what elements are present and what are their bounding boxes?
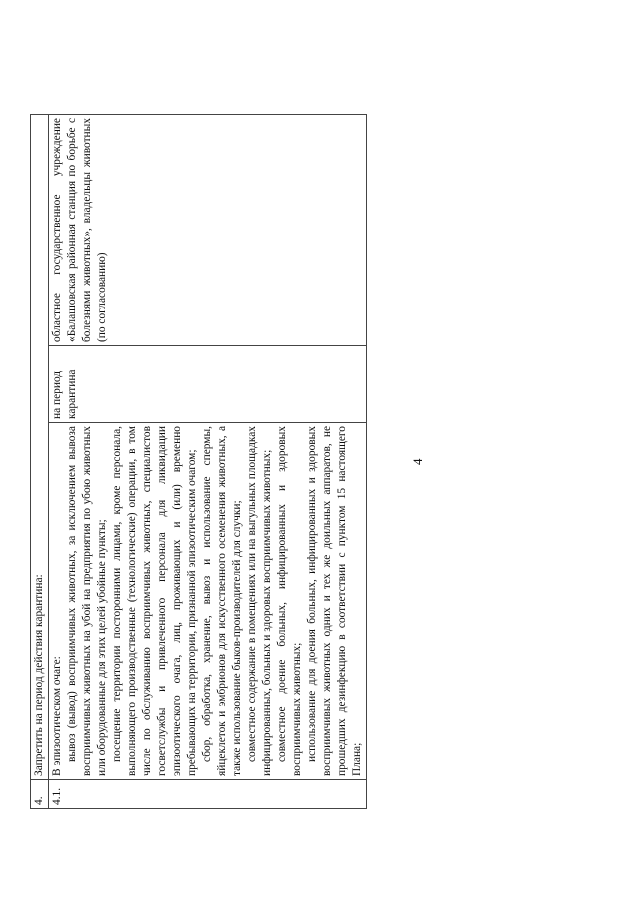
page-number: 4 (410, 458, 425, 465)
measure-cell (49, 423, 367, 780)
measure-item: совместное содержание в помещениях или на выгульных площадках инфицированных, больных и здоровых восприимчивых животных; (246, 426, 273, 776)
term-cell: на период карантина (49, 346, 367, 423)
measures-table (30, 114, 367, 809)
measure-item: использование для доения больных, инфицированных и здоровых восприимчивых животных одних и тех же доильных аппаратов, не прошедших дезинфекцию в соответствии с пунктом 15 настоящего Плана; (306, 426, 363, 776)
section-number: 4. (31, 780, 49, 809)
section-title: Запретить на период действия карантина: (31, 115, 49, 780)
section-row (31, 115, 49, 809)
executor-cell: областное государственное учреждение «Балашовская районная станция по борьбе с болезнями животных», владельцы животных (по согласованию) (49, 115, 367, 346)
measure-intro: В эпизоотическом очаге: (51, 656, 63, 776)
table-row (49, 115, 367, 809)
measure-item: вывоз (вывод) восприимчивых животных, за исключением вывоза восприимчивых животных на убой на предприятия по убою животных или оборудованные для этих целей убойные пункты; (66, 426, 108, 776)
measure-item: посещение территории посторонними лицами, кроме персонала, выполняющего производственные (технологические) операции, в том числе по обслуживанию восприимчивых животных, специалистов госветслужбы и привлеченного персонала для ликвидации эпизоотического очага, лиц, проживающих и (или) временно пребывающих на территории, признанной эпизоотическим очагом; (111, 426, 198, 776)
measure-item: совместное доение больных, инфицированных и здоровых восприимчивых животных; (276, 426, 303, 776)
row-number: 4.1. (49, 780, 367, 809)
measure-item: сбор, обработка, хранение, вывоз и использование спермы, яйцеклеток и эмбрионов для искусственного осеменения животных, а также использование быков-производителей для случки; (201, 426, 243, 776)
